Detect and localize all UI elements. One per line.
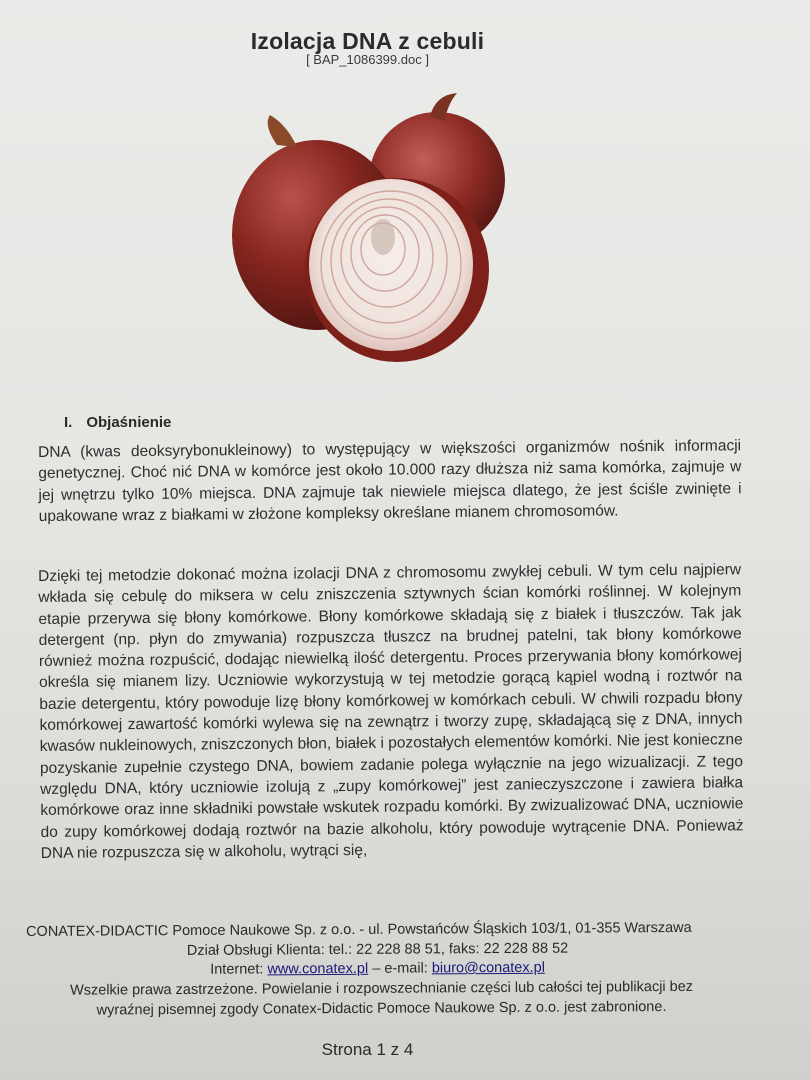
- footer-company: CONATEX-DIDACTIC Pomoce Naukowe Sp. z o.o. - ul. Powstańców Śląskich 103/1, 01-355 Warszawa: [26, 919, 692, 940]
- document-file-name: [ BAP_1086399.doc ]: [306, 52, 429, 67]
- paragraph-dna-intro: DNA (kwas deoksyrybonukleinowy) to występujący w większości organizmów nośnik informacji genetycznej. Choć nić DNA w komórce jest około 10.000 razy dłuższa niż sama komórka, zajmuje w jej wnętrzu tylko 10% miejsca. DNA zajmuje tak niewiele miejsca dlatego, że jest ściśle zwinięte i upakowane wraz z białkami w złożone kompleksy określane mianem chromosomów.: [38, 437, 742, 525]
- section-heading: [64, 414, 171, 431]
- internet-label: Internet:: [210, 961, 264, 978]
- email-label: – e-mail:: [372, 960, 428, 977]
- footer-rights-line-2: wyraźnej pisemnej zgody Conatex-Didactic Pomoce Naukowe Sp. z o.o. jest zabronione.: [96, 999, 667, 1019]
- footer-rights-line-1: Wszelkie prawa zastrzeżone. Powielanie i rozpowszechnianie części lub całości tej publikacji bez: [69, 978, 694, 999]
- footer-contact: Dział Obsługi Klienta: tel.: 22 228 88 51, faks: 22 228 88 52: [186, 940, 569, 959]
- website-link[interactable]: www.conatex.pl: [267, 960, 369, 978]
- section-number: I.: [64, 414, 73, 431]
- email-link[interactable]: biuro@conatex.pl: [431, 959, 545, 977]
- section-title: Objaśnienie: [86, 414, 172, 431]
- front-onion-stem: [268, 115, 297, 147]
- paragraph-method: Dzięki tej metodzie dokonać można izolacji DNA z chromosomu zwykłej cebuli. W tym celu najpierw wkłada się cebulę do miksera w celu zniszczenia sztywnych ścian komórki roślinnej. W kolejnym etapie przerywa się błony komórkowe. Błony komórkowe składają się z białek i tłuszczów. Tak jak detergent (np. płyn do zmywania) rozpuszcza tłuszcz na brudnej patelni, tak błony komórkowe również można rozpuścić, dodając niewielką ilość detergentu. Proces przerywania błony komórkowej określa się mianem lizy. Uczniowie wykorzystują w tej metodzie gorącą kąpiel wodną i roztwór na bazie detergentu, który powoduje lizę błony komórkowej w komórkach cebuli. W chwili rozpadu błony komórkowej zawartość komórki wylewa się na zewnątrz i tworzy zupę, składającą się z DNA, innych kwasów nukleinowych, zniszczonych błon, białek i pozostałych elementów komórki. Nie jest konieczne pozyskanie zupełnie czystego DNA, bowiem zadanie polega wyłącznie na jego wizualizacji. Z tego względu DNA, który uczniowie izolują z „zupy komórkowej” jest zanieczyszczone i zawiera białka komórkowe oraz inne składniki powstałe wskutek rozpadu komórki. By zwizualizować DNA, uczniowie do zupy komórkowej dodają roztwór na bazie alkoholu, który powoduje wytrącenie DNA. Ponieważ DNA nie rozpuszcza się w alkoholu, wytrąci się,: [38, 561, 744, 862]
- footer-web: [10, 959, 745, 979]
- onion-illustration: [225, 85, 525, 370]
- page-number: Strona 1 z 4: [321, 1040, 414, 1059]
- document-title: Izolacja DNA z cebuli: [250, 28, 485, 54]
- cut-onion-flesh: [309, 179, 473, 351]
